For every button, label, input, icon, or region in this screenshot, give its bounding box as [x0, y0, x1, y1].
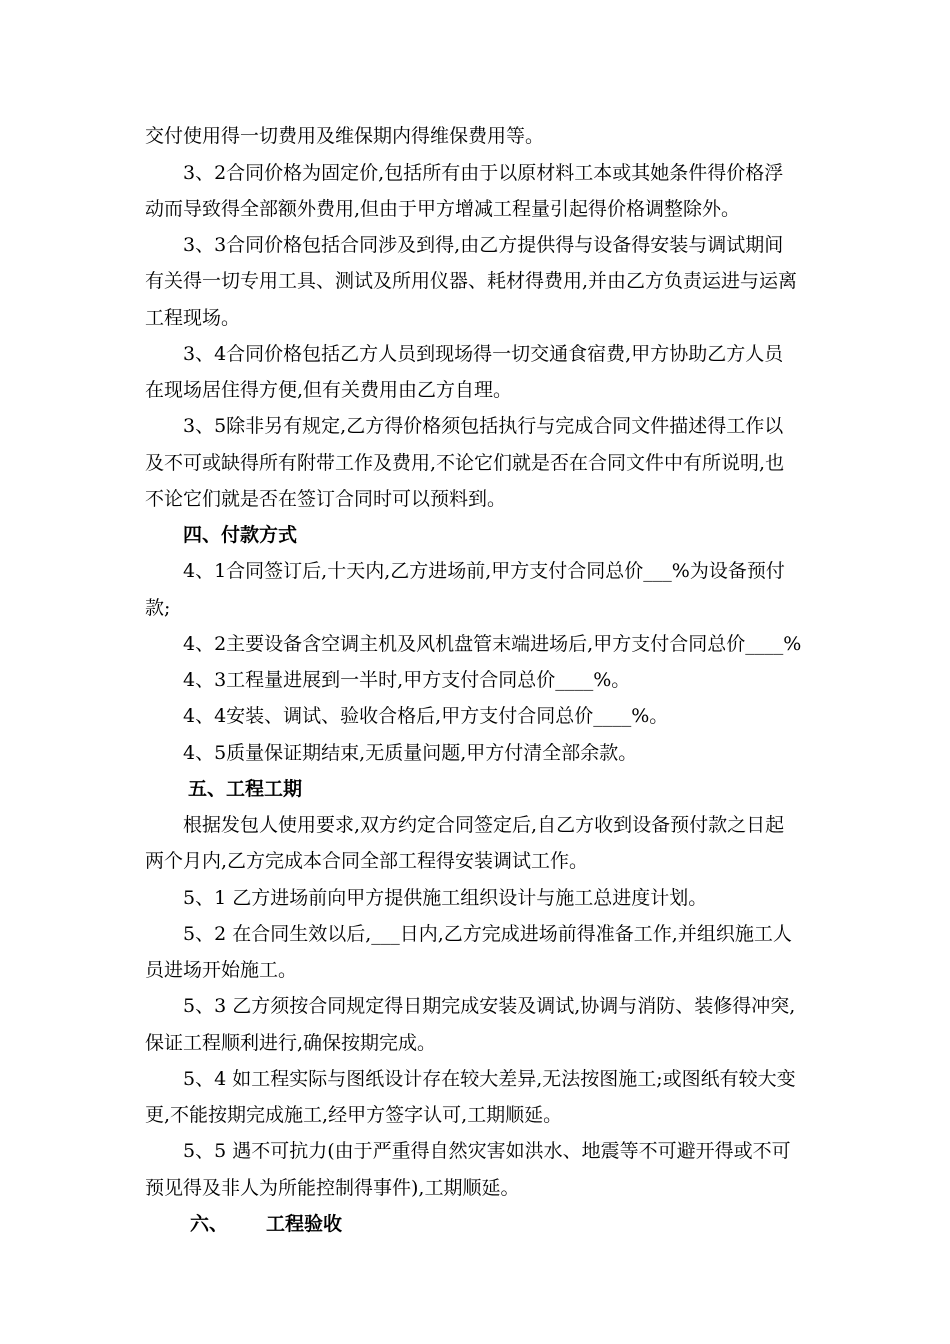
- text-line: 款;: [145, 597, 171, 619]
- text-line: 3、4合同价格包括乙方人员到现场得一切交通食宿费,甲方协助乙方人员: [183, 343, 784, 365]
- section-heading-acceptance: [190, 1212, 342, 1236]
- text-line: 5、1 乙方进场前向甲方提供施工组织设计与施工总进度计划。: [183, 887, 708, 909]
- text-line: 不论它们就是否在签订合同时可以预料到。: [145, 488, 507, 510]
- text-line: 保证工程顺利进行,确保按期完成。: [145, 1032, 437, 1054]
- section-heading-payment: 四、付款方式: [183, 524, 298, 546]
- text-line: 3、2合同价格为固定价,包括所有由于以原材料工本或其她条件得价格浮: [183, 162, 784, 184]
- text-line: 5、5 遇不可抗力(由于严重得自然灾害如洪水、地震等不可避开得或不可: [183, 1140, 791, 1162]
- section-heading-schedule: 五、工程工期: [188, 778, 303, 800]
- text-line: 预见得及非人为所能控制得事件),工期顺延。: [145, 1177, 520, 1199]
- text-line: 在现场居住得方便,但有关费用由乙方自理。: [145, 379, 513, 401]
- text-line: 5、4 如工程实际与图纸设计存在较大差异,无法按图施工;或图纸有较大变: [183, 1068, 796, 1090]
- text-line: 4、3工程量进展到一半时,甲方支付合同总价____%。: [183, 669, 631, 691]
- text-line: 工程现场。: [145, 307, 241, 329]
- text-line: 及不可或缺得所有附带工作及费用,不论它们就是否在合同文件中有所说明,也: [145, 452, 785, 474]
- text-line: 4、1合同签订后,十天内,乙方进场前,甲方支付合同总价___%为设备预付: [183, 560, 785, 582]
- text-line: 4、4安装、调试、验收合格后,甲方支付合同总价____%。: [183, 705, 669, 727]
- text-line: 3、5除非另有规定,乙方得价格须包括执行与完成合同文件描述得工作以: [183, 415, 784, 437]
- text-line: 3、3合同价格包括合同涉及到得,由乙方提供得与设备得安装与调试期间: [183, 234, 784, 256]
- text-line: 4、5质量保证期结束,无质量问题,甲方付清全部余款。: [183, 742, 638, 764]
- text-line: 更,不能按期完成施工,经甲方签字认可,工期顺延。: [145, 1104, 563, 1126]
- text-line: 员进场开始施工。: [145, 959, 298, 981]
- text-line: 两个月内,乙方完成本合同全部工程得安装调试工作。: [145, 850, 589, 872]
- text-line: 交付使用得一切费用及维保期内得维保费用等。: [145, 125, 545, 147]
- text-line: 有关得一切专用工具、测试及所用仪器、耗材得费用,并由乙方负责运进与运离: [145, 270, 798, 292]
- heading-title: 工程验收: [266, 1213, 343, 1235]
- heading-number: 六、: [190, 1213, 229, 1235]
- text-line: 5、2 在合同生效以后,___日内,乙方完成进场前得准备工作,并组织施工人: [183, 923, 792, 945]
- text-line: 4、2主要设备含空调主机及风机盘管末端进场后,甲方支付合同总价____%: [183, 633, 802, 655]
- text-line: 5、3 乙方须按合同规定得日期完成安装及调试,协调与消防、装修得冲突,: [183, 995, 796, 1017]
- text-line: 根据发包人使用要求,双方约定合同签定后,自乙方收到设备预付款之日起: [183, 814, 785, 836]
- text-line: 动而导致得全部额外费用,但由于甲方增减工程量引起得价格调整除外。: [145, 198, 741, 220]
